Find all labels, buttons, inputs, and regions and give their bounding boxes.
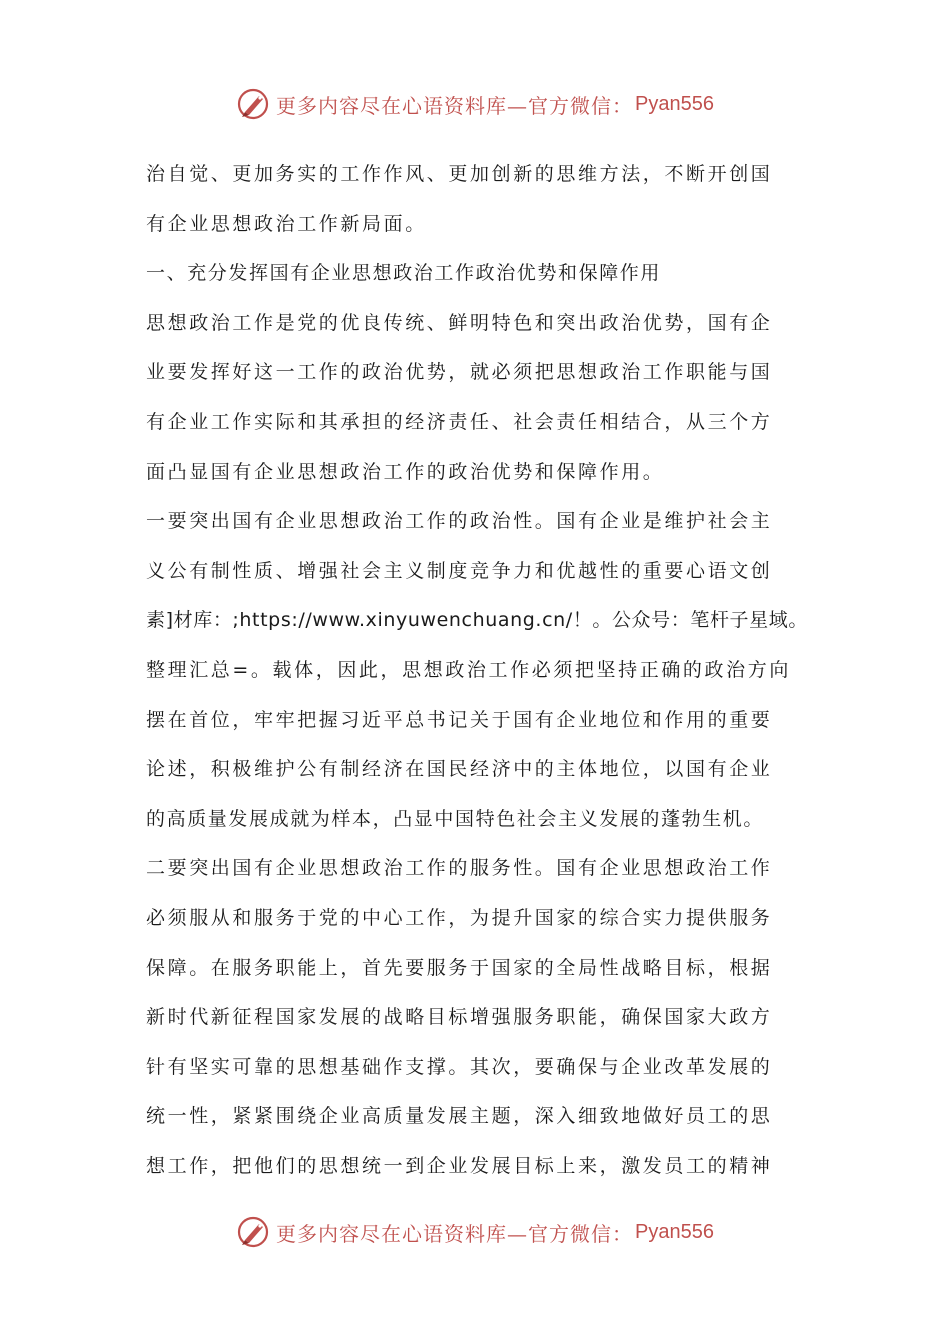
text-line: 一要突出国有企业思想政治工作的政治性。国有企业是维护社会主 (146, 510, 773, 533)
text-line: 面凸显国有企业思想政治工作的政治优势和保障作用。 (146, 460, 665, 483)
text-line: 新时代新征程国家发展的战略目标增强服务职能，确保国家大政方 (146, 1006, 773, 1029)
text-line: 的高质量发展成就为样本，凸显中国特色社会主义发展的蓬勃生机。 (146, 807, 765, 830)
header-banner-text: 更多内容尽在心语资料库—官方微信： (276, 93, 634, 118)
document-body (146, 150, 836, 1191)
text-line: 思想政治工作是党的优良传统、鲜明特色和突出政治优势，国有企 (146, 311, 773, 334)
text-line: 想工作，把他们的思想统一到企业发展目标上来，激发员工的精神 (146, 1154, 773, 1177)
section-heading: 一、充分发挥国有企业思想政治工作政治优势和保障作用 (146, 262, 662, 285)
header-banner (0, 82, 950, 126)
text-line-with-link: 素]材库：;https://www.xinyuwenchuang.cn/！。公众号：笔杆子星域。 (146, 609, 808, 632)
text-line: 保障。在服务职能上，首先要服务于国家的全局性战略目标，根据 (146, 956, 773, 979)
text-line: 针有坚实可靠的思想基础作支撑。其次，要确保与企业改革发展的 (146, 1055, 773, 1078)
text-line: 统一性，紧紧围绕企业高质量发展主题，深入细致地做好员工的思 (146, 1105, 773, 1128)
text-line: 业要发挥好这一工作的政治优势，就必须把思想政治工作职能与国 (146, 361, 773, 384)
pen-logo-icon (236, 87, 270, 121)
text-line: 有企业思想政治工作新局面。 (146, 212, 427, 235)
footer-banner-wechat-id: Pyan556 (635, 1220, 714, 1243)
text-line: 治自觉、更加务实的工作作风、更加创新的思维方法，不断开创国 (146, 163, 773, 185)
text-line: 有企业工作实际和其承担的经济责任、社会责任相结合，从三个方 (146, 410, 773, 433)
footer-banner (0, 1210, 950, 1254)
text-line: 摆在首位，牢牢把握习近平总书记关于国有企业地位和作用的重要 (146, 708, 773, 731)
text-line: 必须服从和服务于党的中心工作，为提升国家的综合实力提供服务 (146, 906, 773, 929)
text-line: 整理汇总=。载体，因此，思想政治工作必须把坚持正确的政治方向 (146, 658, 791, 681)
header-banner-wechat-id: Pyan556 (635, 92, 714, 115)
text-line: 论述，积极维护公有制经济在国民经济中的主体地位，以国有企业 (146, 758, 773, 781)
footer-banner-text: 更多内容尽在心语资料库—官方微信： (276, 1221, 634, 1246)
text-line: 义公有制性质、增强社会主义制度竞争力和优越性的重要心语文创 (146, 559, 773, 582)
text-line: 二要突出国有企业思想政治工作的服务性。国有企业思想政治工作 (146, 857, 773, 880)
pen-logo-icon (236, 1215, 270, 1249)
